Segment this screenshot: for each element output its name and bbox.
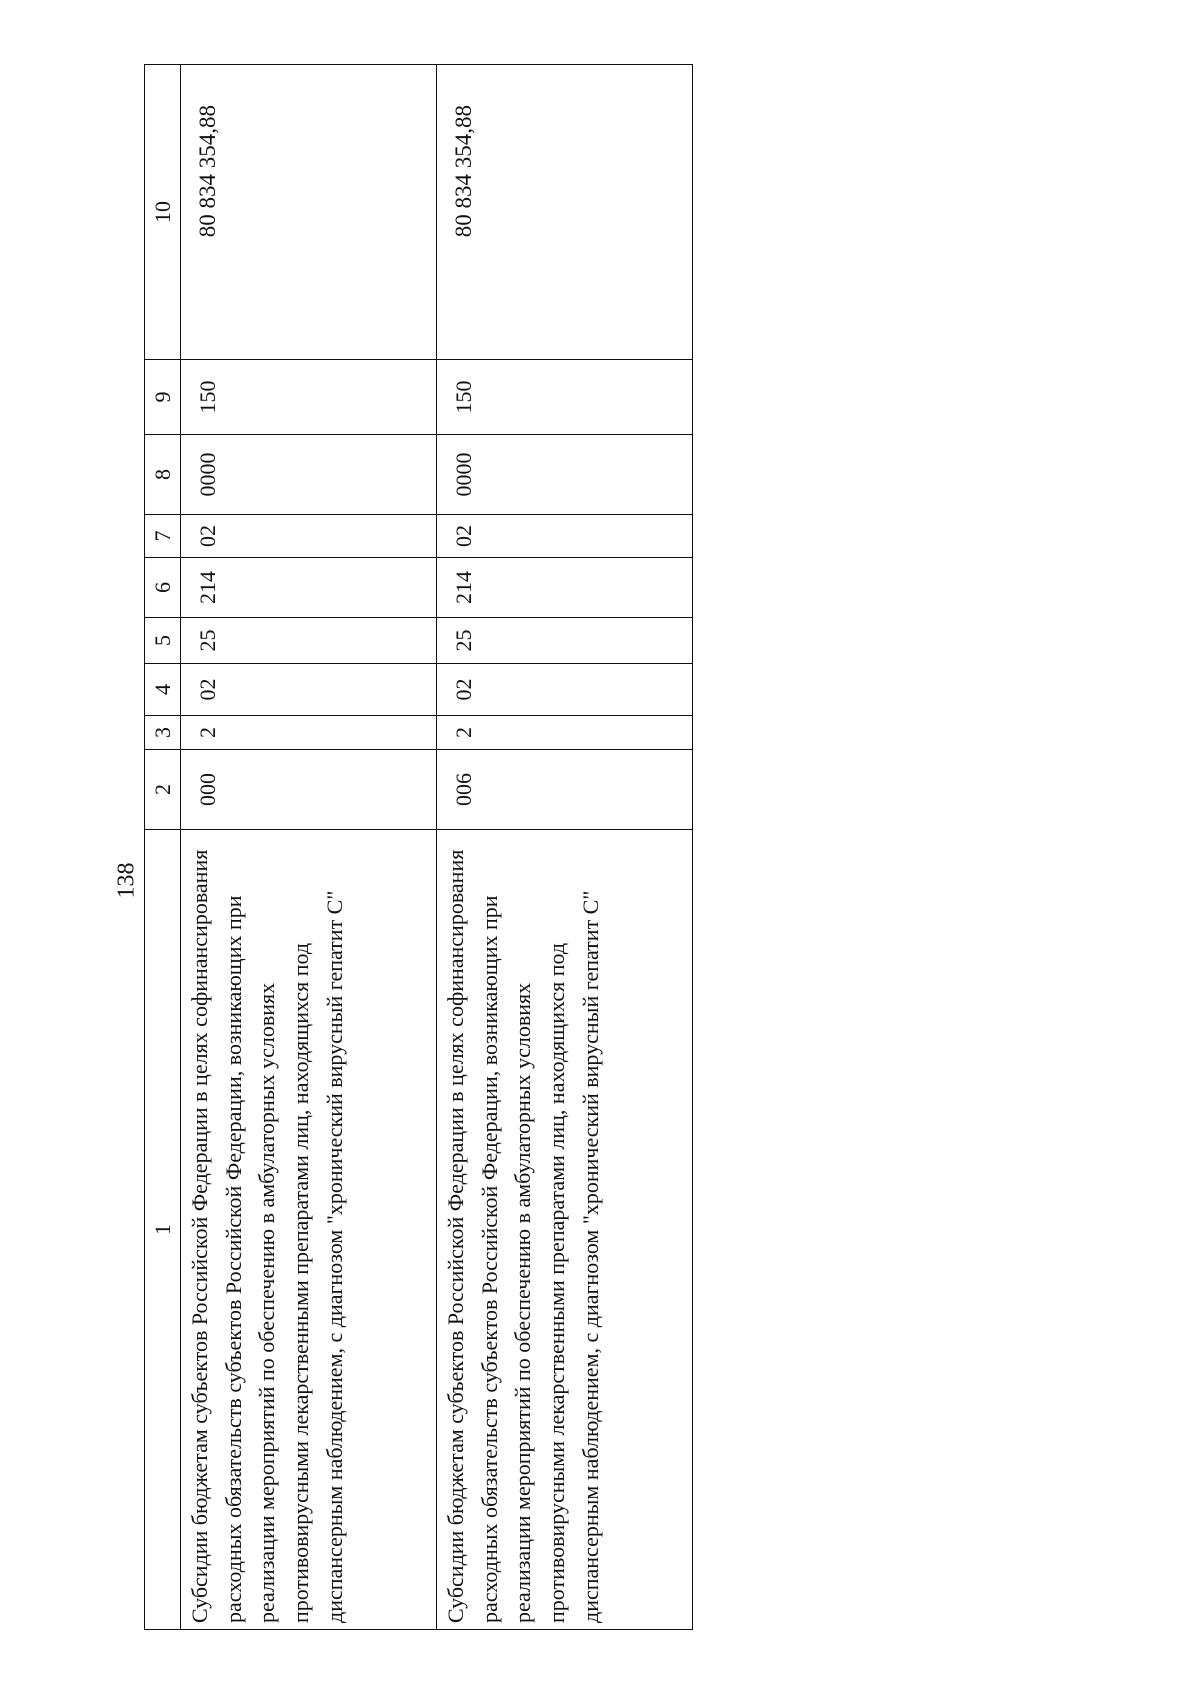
cell-col-3: 2 [437,716,693,750]
page-number [110,840,144,920]
cell-col-8: 0000 [181,435,437,515]
rotated-table-container [144,65,693,1630]
column-header: 9 [145,360,181,435]
column-header: 6 [145,558,181,618]
cell-col-6: 214 [181,558,437,618]
cell-col-9: 150 [181,360,437,435]
cell-col-5: 25 [437,618,693,664]
cell-col-4: 02 [181,664,437,716]
table-header-row [145,65,181,1630]
column-header: 2 [145,750,181,830]
row-description: Субсидии бюджетам субъектов Российской Федерации в целях софинансирования расходных обязательств субъектов Российской Федерации, возникающих при реализации мероприятий по обеспечению в амбулаторных условиях противовирусными лекарственными препаратами лиц, находящихся под диспансерным наблюдением, с диагнозом "хронический вирусный гепатит С" [181,830,437,1630]
table-row [181,65,437,1630]
column-header: 3 [145,716,181,750]
column-header: 1 [145,830,181,1630]
column-header: 5 [145,618,181,664]
cell-col-9: 150 [437,360,693,435]
cell-col-7: 02 [437,515,693,558]
column-header: 4 [145,664,181,716]
column-header: 10 [145,65,181,360]
cell-col-6: 214 [437,558,693,618]
column-header: 8 [145,435,181,515]
table-row [437,65,693,1630]
cell-col-7: 02 [181,515,437,558]
budget-table [144,64,693,1630]
page-number-text: 138 [113,862,140,898]
cell-col-2: 006 [437,750,693,830]
cell-col-4: 02 [437,664,693,716]
row-description: Субсидии бюджетам субъектов Российской Федерации в целях софинансирования расходных обязательств субъектов Российской Федерации, возникающих при реализации мероприятий по обеспечению в амбулаторных условиях противовирусными лекарственными препаратами лиц, находящихся под диспансерным наблюдением, с диагнозом "хронический вирусный гепатит С" [437,830,693,1630]
column-header: 7 [145,515,181,558]
cell-amount: 80 834 354,88 [181,65,437,360]
cell-col-2: 000 [181,750,437,830]
cell-amount: 80 834 354,88 [437,65,693,360]
cell-col-5: 25 [181,618,437,664]
cell-col-3: 2 [181,716,437,750]
cell-col-8: 0000 [437,435,693,515]
